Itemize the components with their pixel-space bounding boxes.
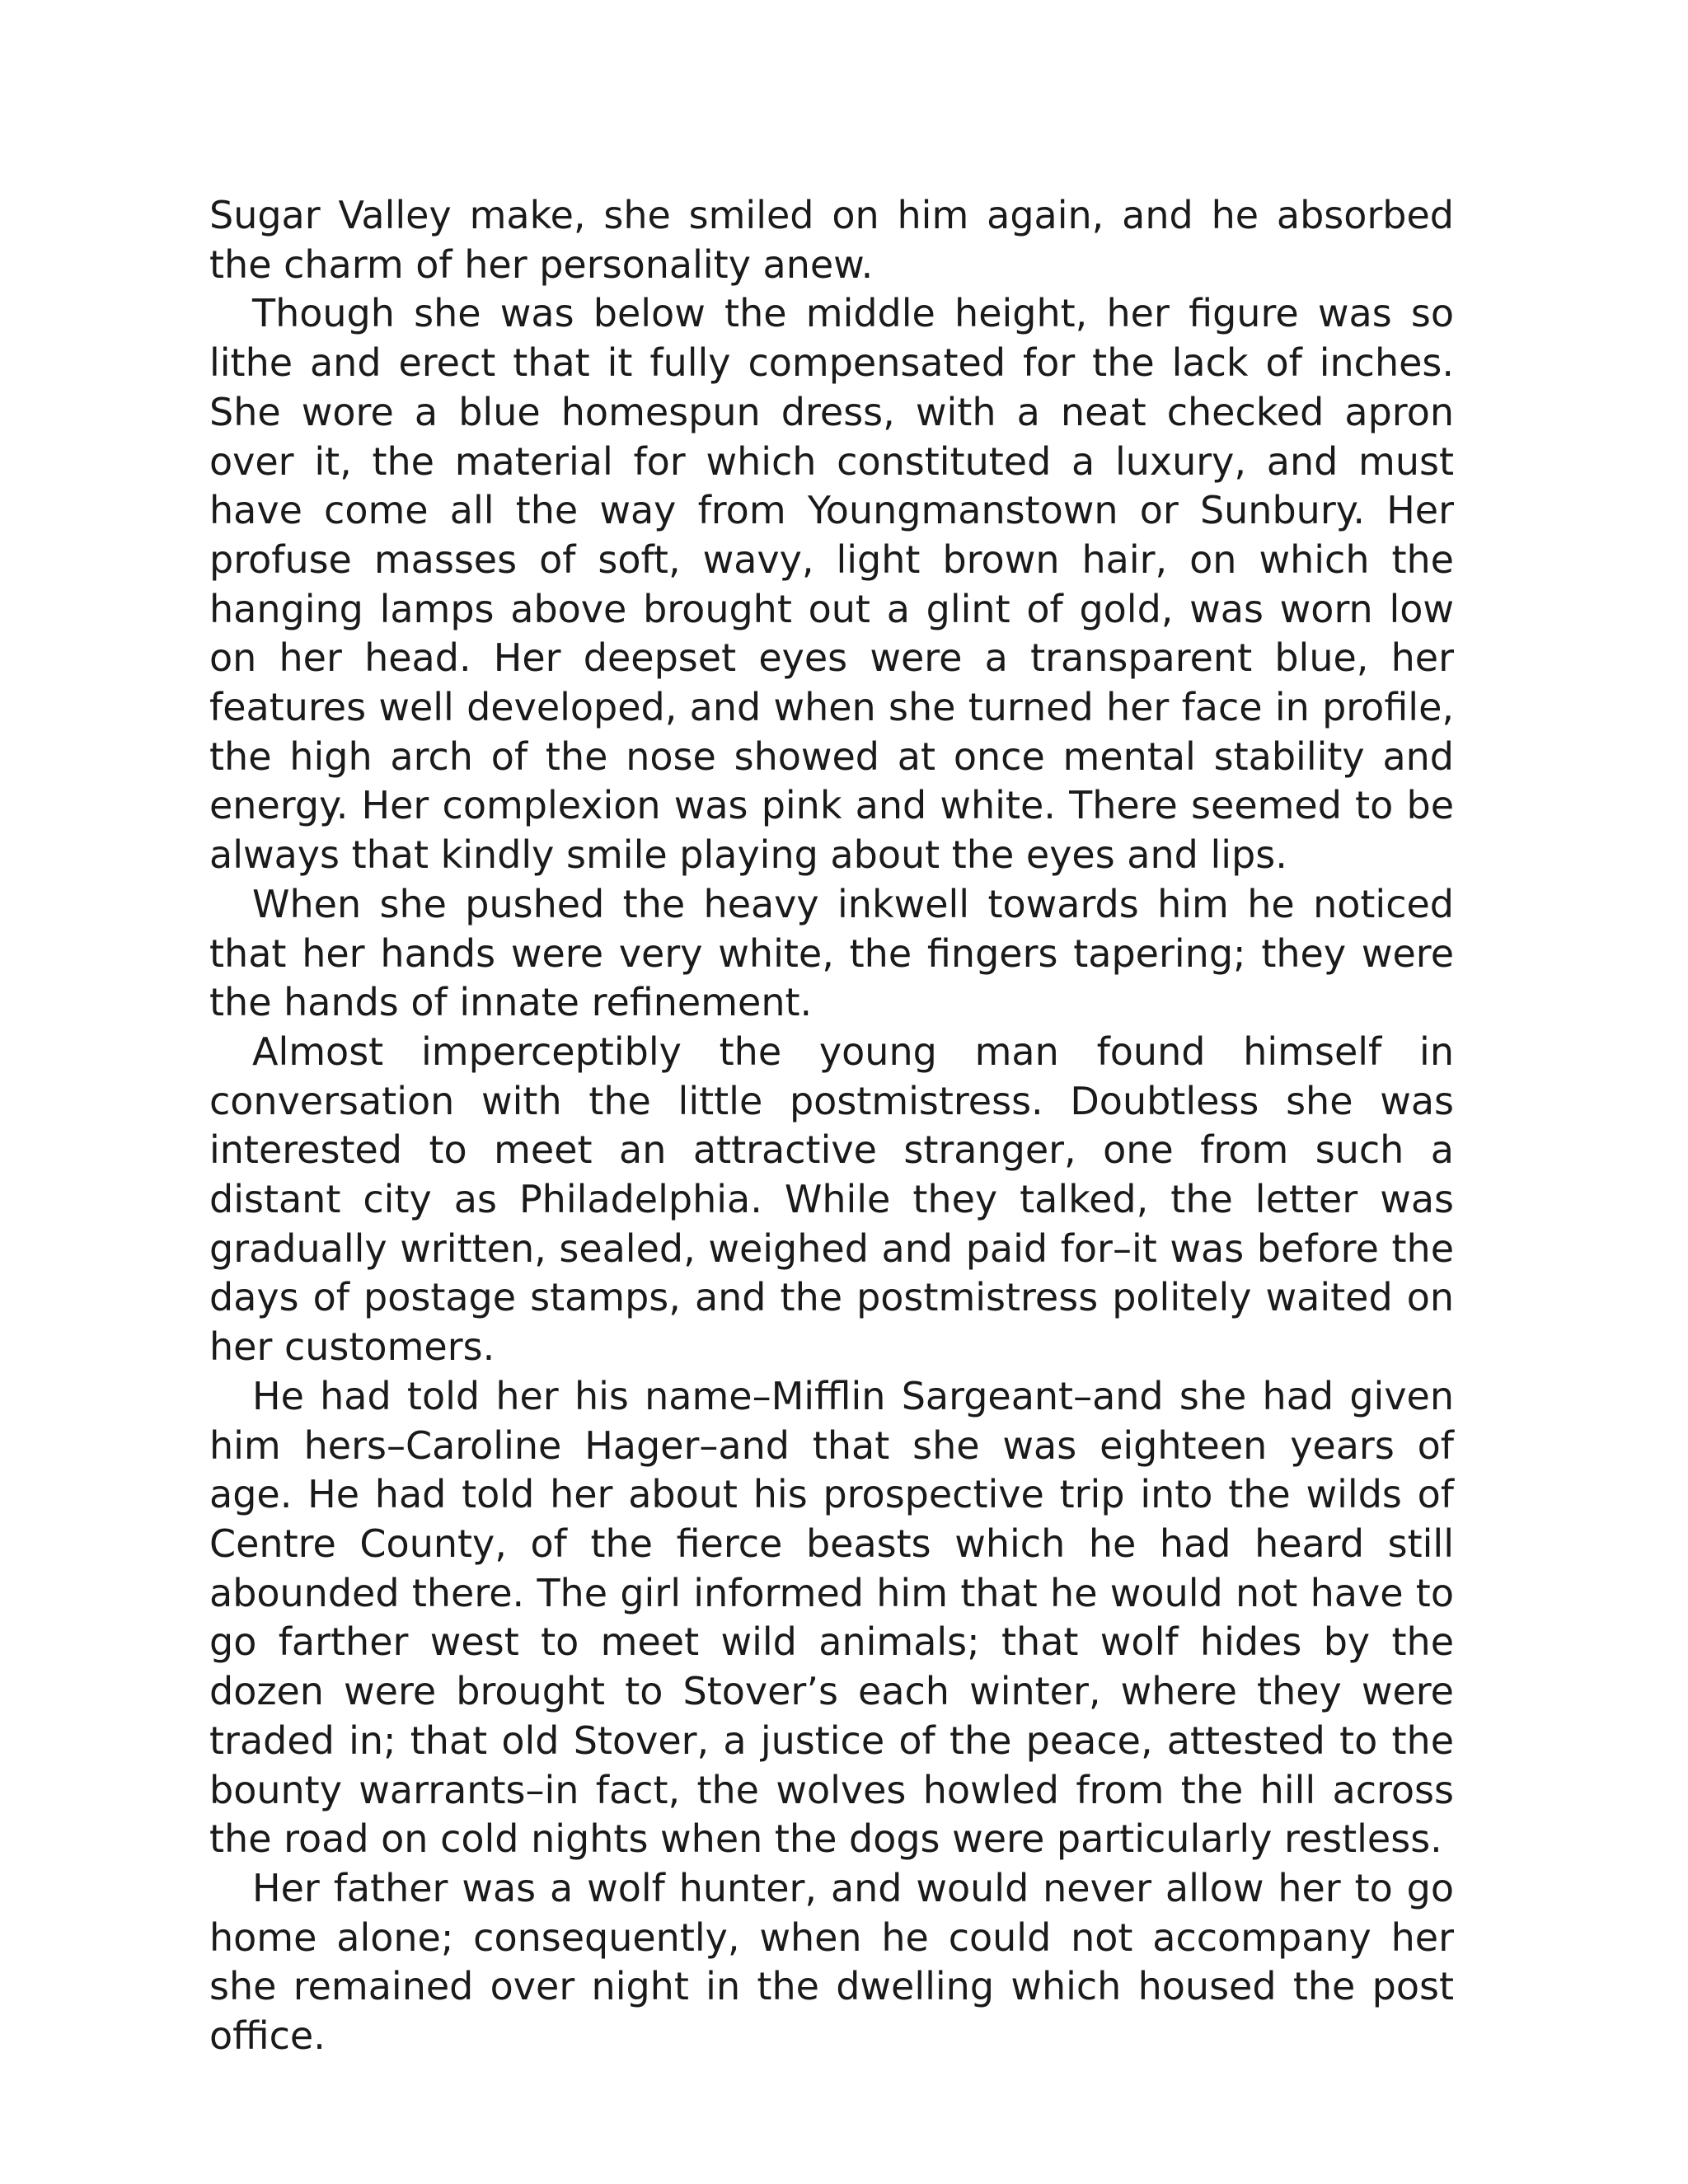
paragraph-6: Her father was a wolf hunter, and would never allow her to go home alone; consequently, when he could not accompany her she remained over night in the dwelling which housed the post office. xyxy=(209,1865,1454,2059)
paragraph-4: Almost imperceptibly the young man found himself in conversation with the little postmistress. Doubtless she was interested to meet an attractive stranger, one from such a distant city as Philadelphia. While they talked, the letter was gradually written, sealed, weighed and paid for–it was before the days of postage stamps, and the postmistress politely waited on her customers. xyxy=(209,1029,1454,1370)
page-body xyxy=(209,191,1454,2061)
paragraph-1: Sugar Valley make, she smiled on him again, and he absorbed the charm of her personality anew. xyxy=(209,193,1454,287)
paragraph-2: Though she was below the middle height, her figure was so lithe and erect that it fully compensated for the lack of inches. She wore a blue homespun dress, with a neat checked apron over it, the material for which constituted a luxury, and must have come all the way from Youngmanstown or Sunbury. Her profuse masses of soft, wavy, light brown hair, on which the hanging lamps above brought out a glint of gold, was worn low on her head. Her deepset eyes were a transparent blue, her features well developed, and when she turned her face in profile, the high arch of the nose showed at once mental stability and energy. Her complexion was pink and white. There seemed to be always that kindly smile playing about the eyes and lips. xyxy=(209,291,1454,878)
paragraph-3: When she pushed the heavy inkwell towards him he noticed that her hands were very white, the fingers tapering; they were the hands of innate refinement. xyxy=(209,881,1454,1025)
paragraph-5: He had told her his name–Mifflin Sargeant–and she had given him hers–Caroline Hager–and that she was eighteen years of age. He had told her about his prospective trip into the wilds of Centre County, of the fierce beasts which he had heard still abounded there. The girl informed him that he would not have to go farther west to meet wild animals; that wolf hides by the dozen were brought to Stover’s each winter, where they were traded in; that old Stover, a justice of the peace, attested to the bounty warrants–in fact, the wolves howled from the hill across the road on cold nights when the dogs were particularly restless. xyxy=(209,1373,1454,1862)
